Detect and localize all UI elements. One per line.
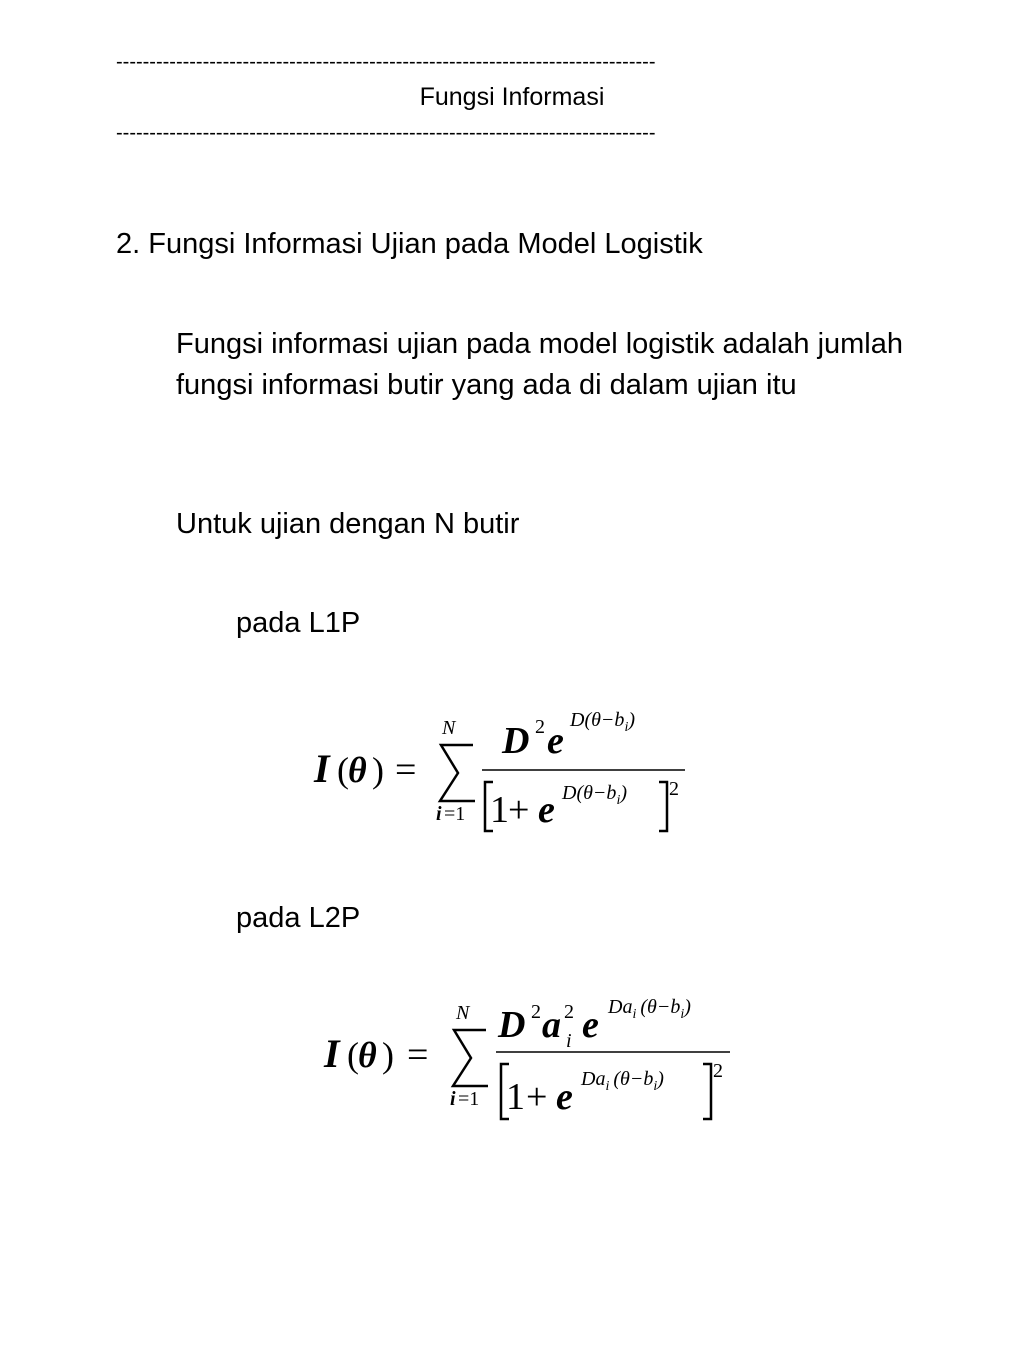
model-label-l2p: pada L2P (236, 902, 361, 934)
numerator-e: e (547, 720, 564, 762)
denominator-power: 2 (669, 778, 679, 800)
denominator-one: 1 (506, 1076, 525, 1118)
denominator-exponent: $D(\theta-b_i)$ (562, 782, 627, 808)
sum-lower-value: =1 (458, 1088, 480, 1110)
formula-lhs-close: ) (382, 1035, 394, 1075)
numerator-a: a (542, 1004, 561, 1046)
page-title: Fungsi Informasi (419, 83, 605, 111)
formula-lhs-theta: θ (358, 1035, 377, 1075)
denominator-e: e (538, 789, 555, 831)
intro-paragraph: Untuk ujian dengan N butir (176, 508, 520, 540)
denominator-plus: + (508, 789, 530, 831)
header-rule-bottom: --------------------------------------------------------------------------------- (116, 122, 656, 144)
denominator-e: e (556, 1076, 573, 1118)
formula-l1p (300, 700, 720, 850)
sum-symbol (440, 745, 475, 801)
formula-lhs-theta: θ (348, 750, 367, 790)
section-heading: 2. Fungsi Informasi Ujian pada Model Logistik (116, 228, 703, 260)
right-bracket (703, 1064, 711, 1119)
sum-lower-index: i (450, 1088, 456, 1110)
formula-l2p (310, 985, 750, 1135)
right-bracket (659, 782, 667, 831)
numerator-a-square: 2 (564, 1001, 574, 1023)
formula-equals: = (395, 749, 417, 791)
sum-lower-index: i (436, 803, 442, 825)
formula-lhs-open: ( (347, 1035, 359, 1075)
numerator-d: D (498, 1004, 526, 1046)
denominator-exponent: $Da_i$ $(\theta-b_i)$ (581, 1068, 664, 1094)
model-label-l1p: pada L1P (236, 607, 361, 639)
numerator-exponent: $Da_i$ $(\theta-b_i)$ (608, 996, 691, 1022)
sum-symbol (453, 1030, 488, 1086)
numerator-a-subscript: i (566, 1030, 572, 1052)
numerator-d: D (502, 720, 530, 762)
definition-paragraph: Fungsi informasi ujian pada model logistik adalah jumlah fungsi informasi butir yang ada di dalam ujian itu (176, 328, 904, 401)
formula-lhs-i: I (324, 1031, 340, 1076)
numerator-d-square: 2 (531, 1001, 541, 1023)
sum-lower-value: =1 (444, 803, 466, 825)
sum-upper-limit: N (456, 1002, 470, 1024)
denominator-plus: + (526, 1076, 548, 1118)
formula-equals: = (407, 1034, 429, 1076)
header-rule-top: --------------------------------------------------------------------------------- (116, 51, 656, 73)
formula-lhs-close: ) (372, 750, 384, 790)
formula-lhs-open: ( (337, 750, 349, 790)
formula-lhs-i: I (314, 746, 330, 791)
denominator-one: 1 (490, 789, 509, 831)
numerator-e: e (582, 1004, 599, 1046)
numerator-d-square: 2 (535, 716, 545, 738)
numerator-exponent: $D(\theta-b_i)$ (570, 709, 635, 735)
sum-upper-limit: N (442, 717, 456, 739)
denominator-power: 2 (713, 1060, 723, 1082)
